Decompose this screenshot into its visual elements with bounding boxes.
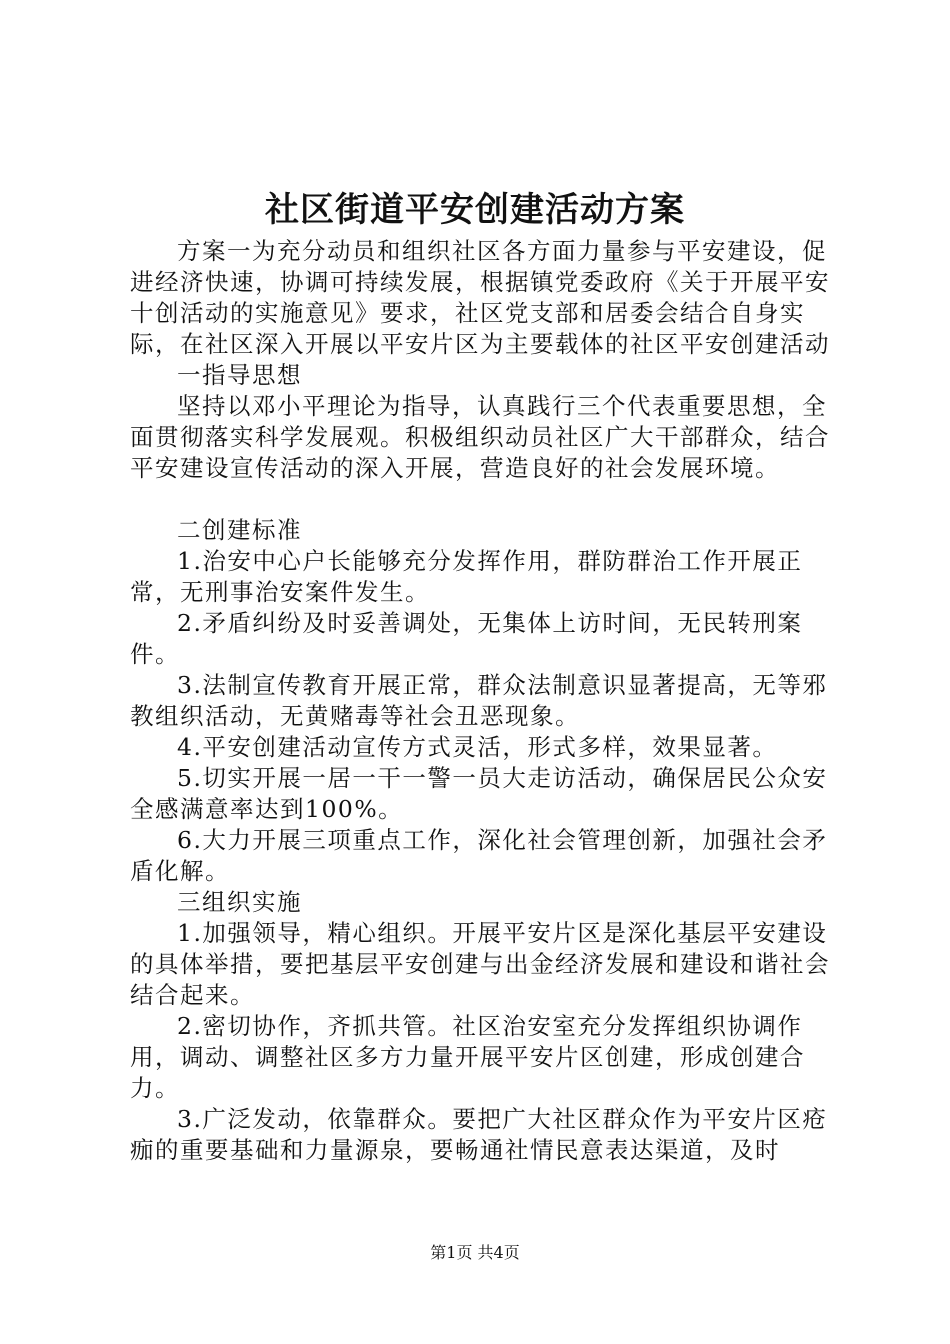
paragraph-intro: 方案一为充分动员和组织社区各方面力量参与平安建设，促进经济快速，协调可持续发展，根据镇党委政府《关于开展平安十创活动的实施意见》要求，社区党支部和居委会结合自身实际，在社区深入开展以平安片区为主要载体的社区平安创建活动	[130, 237, 830, 358]
list-item-standard-3: 3.法制宣传教育开展正常，群众法制意识显著提高，无等邪教组织活动，无黄赌毒等社会丑恶现象。	[130, 671, 828, 730]
list-item-standard-1: 1.治安中心户长能够充分发挥作用，群防群治工作开展正常，无刑事治安案件发生。	[130, 547, 803, 606]
page-footer: 第1页 共4页	[430, 1243, 520, 1262]
list-item-implementation-3: 3.广泛发动，依靠群众。要把广大社区群众作为平安片区疮痂的重要基础和力量源泉，要畅通社情民意表达渠道，及时	[130, 1105, 828, 1164]
list-item-implementation-2: 2.密切协作，齐抓共管。社区治安室充分发挥组织协调作用，调动、调整社区多方力量开展平安片区创建，形成创建合力。	[130, 1012, 805, 1102]
list-item-implementation-1: 1.加强领导，精心组织。开展平安片区是深化基层平安建设的具体举措，要把基层平安创建与出金经济发展和建设和谐社会结合起来。	[130, 919, 830, 1009]
list-item-standard-4: 4.平安创建活动宣传方式灵活，形式多样，效果显著。	[177, 733, 778, 761]
document-body	[130, 236, 845, 1166]
section-heading-standards: 二创建标准	[177, 516, 302, 544]
list-item-standard-5: 5.切实开展一居一干一警一员大走访活动，确保居民公众安全感满意率达到100%。	[130, 764, 828, 823]
paragraph-guiding-thought: 坚持以邓小平理论为指导，认真践行三个代表重要思想，全面贯彻落实科学发展观。积极组织动员社区广大干部群众，结合平安建设宣传活动的深入开展，营造良好的社会发展环境。	[130, 392, 830, 482]
section-heading-guiding-thought: 一指导思想	[177, 361, 302, 389]
section-heading-implementation: 三组织实施	[177, 888, 302, 916]
list-item-standard-6: 6.大力开展三项重点工作，深化社会管理创新，加强社会矛盾化解。	[130, 826, 828, 885]
list-item-standard-2: 2.矛盾纠纷及时妥善调处，无集体上访时间，无民转刑案件。	[130, 609, 803, 668]
document-title: 社区街道平安创建活动方案	[265, 190, 685, 230]
